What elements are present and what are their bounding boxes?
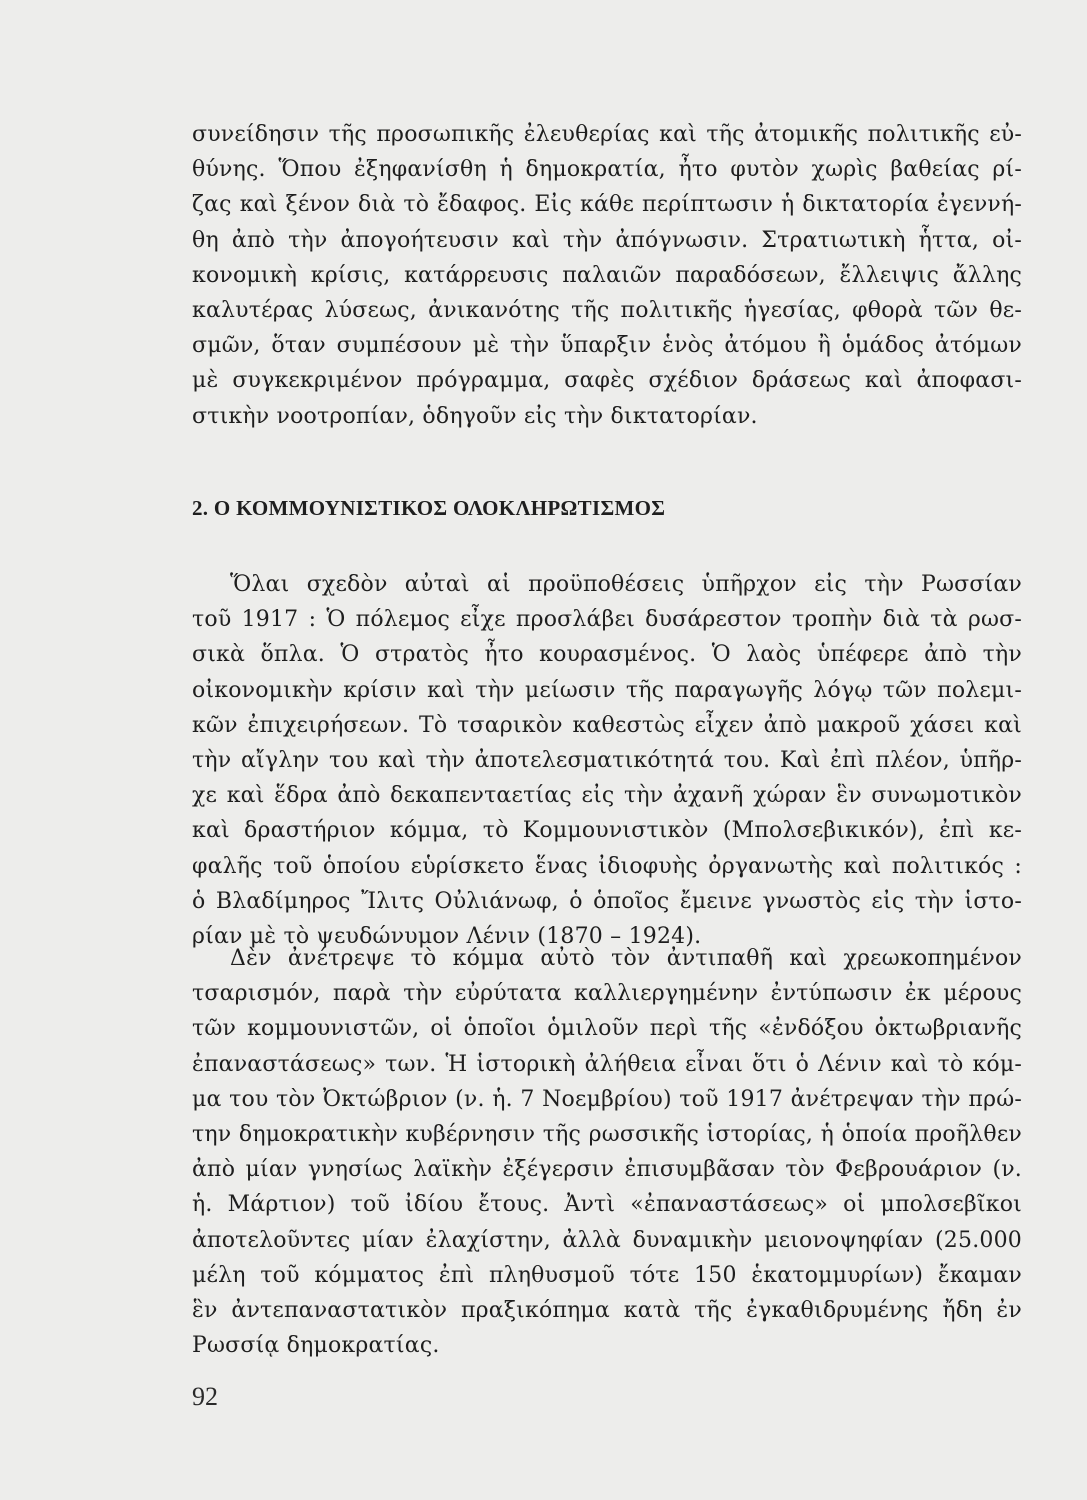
text-line: Ρωσσίᾳ δημοκρατίας.: [192, 1333, 440, 1359]
text-line: τοῦ 1917 : Ὁ πόλεμος εἶχε προσλάβει δυσάρεστον τροπὴν διὰ τὰ ρωσ-: [192, 607, 1022, 633]
text-line: ρίαν μὲ τὸ ψευδώνυμον Λένιν (1870 – 1924).: [192, 923, 702, 949]
text-line: τὴν αἴγλην του καὶ τὴν ἀποτελεσματικότητά του. Καὶ ἐπὶ πλέον, ὑπῆρ-: [192, 747, 1022, 773]
text-line: μα του τὸν Ὀκτώβριον (ν. ἡ. 7 Νοεμβρίου) τοῦ 1917 ἀνέτρεψαν τὴν πρώ-: [192, 1086, 1022, 1112]
text-line: κονομικὴ κρίσις, κατάρρευσις παλαιῶν παραδόσεων, ἔλλειψις ἄλλης: [192, 262, 1022, 288]
page-number: 92: [192, 1382, 218, 1411]
text-line: ὁ Βλαδίμηρος Ἴλιτς Οὐλιάνωφ, ὁ ὁποῖος ἔμεινε γνωστὸς εἰς τὴν ἱστο-: [192, 888, 1022, 914]
text-line: οἰκονομικὴν κρίσιν καὶ τὴν μείωσιν τῆς παραγωγῆς λόγῳ τῶν πολεμι-: [192, 677, 1022, 703]
paragraph-intro: [192, 117, 1022, 434]
text-line: στικὴν νοοτροπίαν, ὁδηγοῦν εἰς τὴν δικτατορίαν.: [192, 403, 758, 429]
text-line: χε καὶ ἕδρα ἀπὸ δεκαπενταετίας εἰς τὴν ἀχανῆ χώραν ἓν συνωμοτικὸν: [192, 783, 1022, 809]
text-line: θύνης. Ὅπου ἐξηφανίσθη ἡ δημοκρατία, ἦτο φυτὸν χωρὶς βαθείας ρί-: [192, 157, 1022, 183]
text-line: ἀπὸ μίαν γνησίως λαϊκὴν ἐξέγερσιν ἐπισυμβᾶσαν τὸν Φεβρουάριον (ν.: [192, 1157, 1022, 1183]
paragraph-october-revolution: [192, 941, 1022, 1363]
text-line: Ὅλαι σχεδὸν αὐταὶ αἱ προϋποθέσεις ὑπῆρχον εἰς τὴν Ρωσσίαν: [230, 572, 1022, 597]
text-line: μέλη τοῦ κόμματος ἐπὶ πληθυσμοῦ τότε 150 ἑκατομμυρίων) ἔκαμαν: [192, 1262, 1022, 1288]
text-line: τσαρισμόν, παρὰ τὴν εὐρύτατα καλλιεργημένην ἐντύπωσιν ἐκ μέρους: [192, 981, 1022, 1007]
text-line: καλυτέρας λύσεως, ἀνικανότης τῆς πολιτικῆς ἡγεσίας, φθορὰ τῶν θε-: [192, 297, 1022, 323]
text-line: ζας καὶ ξένον διὰ τὸ ἔδαφος. Εἰς κάθε περίπτωσιν ἡ δικτατορία ἐγεννή-: [192, 192, 1022, 218]
text-line: συνείδησιν τῆς προσωπικῆς ἐλευθερίας καὶ τῆς ἀτομικῆς πολιτικῆς εὐ-: [192, 122, 1022, 147]
text-line: ἀποτελοῦντες μίαν ἐλαχίστην, ἀλλὰ δυναμικὴν μειονοψηφίαν (25.000: [192, 1227, 1022, 1253]
text-line: μὲ συγκεκριμένον πρόγραμμα, σαφὲς σχέδιον δράσεως καὶ ἀποφασι-: [192, 368, 1022, 394]
text-line: ἡ. Μάρτιον) τοῦ ἰδίου ἔτους. Ἀντὶ «ἐπαναστάσεως» οἱ μπολσεβῖκοι: [192, 1192, 1022, 1218]
text-line: καὶ δραστήριον κόμμα, τὸ Κομμουνιστικὸν (Μπολσεβικικόν), ἐπὶ κε-: [192, 818, 1022, 844]
paragraph-russia-1917: [192, 567, 1022, 954]
text-line: Δὲν ἀνέτρεψε τὸ κόμμα αὐτὸ τὸν ἀντιπαθῆ καὶ χρεωκοπημένον: [230, 946, 1022, 971]
text-line: κῶν ἐπιχειρήσεων. Τὸ τσαρικὸν καθεστὼς εἶχεν ἀπὸ μακροῦ χάσει καὶ: [192, 712, 1022, 738]
text-line: θη ἀπὸ τὴν ἀπογοήτευσιν καὶ τὴν ἀπόγνωσιν. Στρατιωτικὴ ἧττα, οἰ-: [192, 227, 1022, 253]
text-line: σμῶν, ὅταν συμπέσουν μὲ τὴν ὕπαρξιν ἑνὸς ἀτόμου ἢ ὁμάδος ἀτόμων: [192, 333, 1022, 359]
text-line: ἓν ἀντεπαναστατικὸν πραξικόπημα κατὰ τῆς ἐγκαθιδρυμένης ἤδη ἐν: [192, 1297, 1022, 1323]
section-heading: 2. Ο ΚΟΜΜΟΥΝΙΣΤΙΚΟΣ ΟΛΟΚΛΗΡΩΤΙΣΜΟΣ: [192, 496, 666, 520]
text-line: σικὰ ὅπλα. Ὁ στρατὸς ἦτο κουρασμένος. Ὁ λαὸς ὑπέφερε ἀπὸ τὴν: [192, 642, 1022, 668]
text-line: την δημοκρατικὴν κυβέρνησιν τῆς ρωσσικῆς ἱστορίας, ἡ ὁποία προῆλθεν: [192, 1121, 1022, 1147]
text-line: φαλῆς τοῦ ὁποίου εὑρίσκετο ἕνας ἰδιοφυὴς ὀργανωτὴς καὶ πολιτικός :: [192, 853, 1022, 879]
text-line: τῶν κομμουνιστῶν, οἱ ὁποῖοι ὁμιλοῦν περὶ τῆς «ἐνδόξου ὀκτωβριανῆς: [192, 1016, 1022, 1042]
text-line: ἐπαναστάσεως» των. Ἡ ἱστορικὴ ἀλήθεια εἶναι ὅτι ὁ Λένιν καὶ τὸ κόμ-: [192, 1051, 1022, 1077]
